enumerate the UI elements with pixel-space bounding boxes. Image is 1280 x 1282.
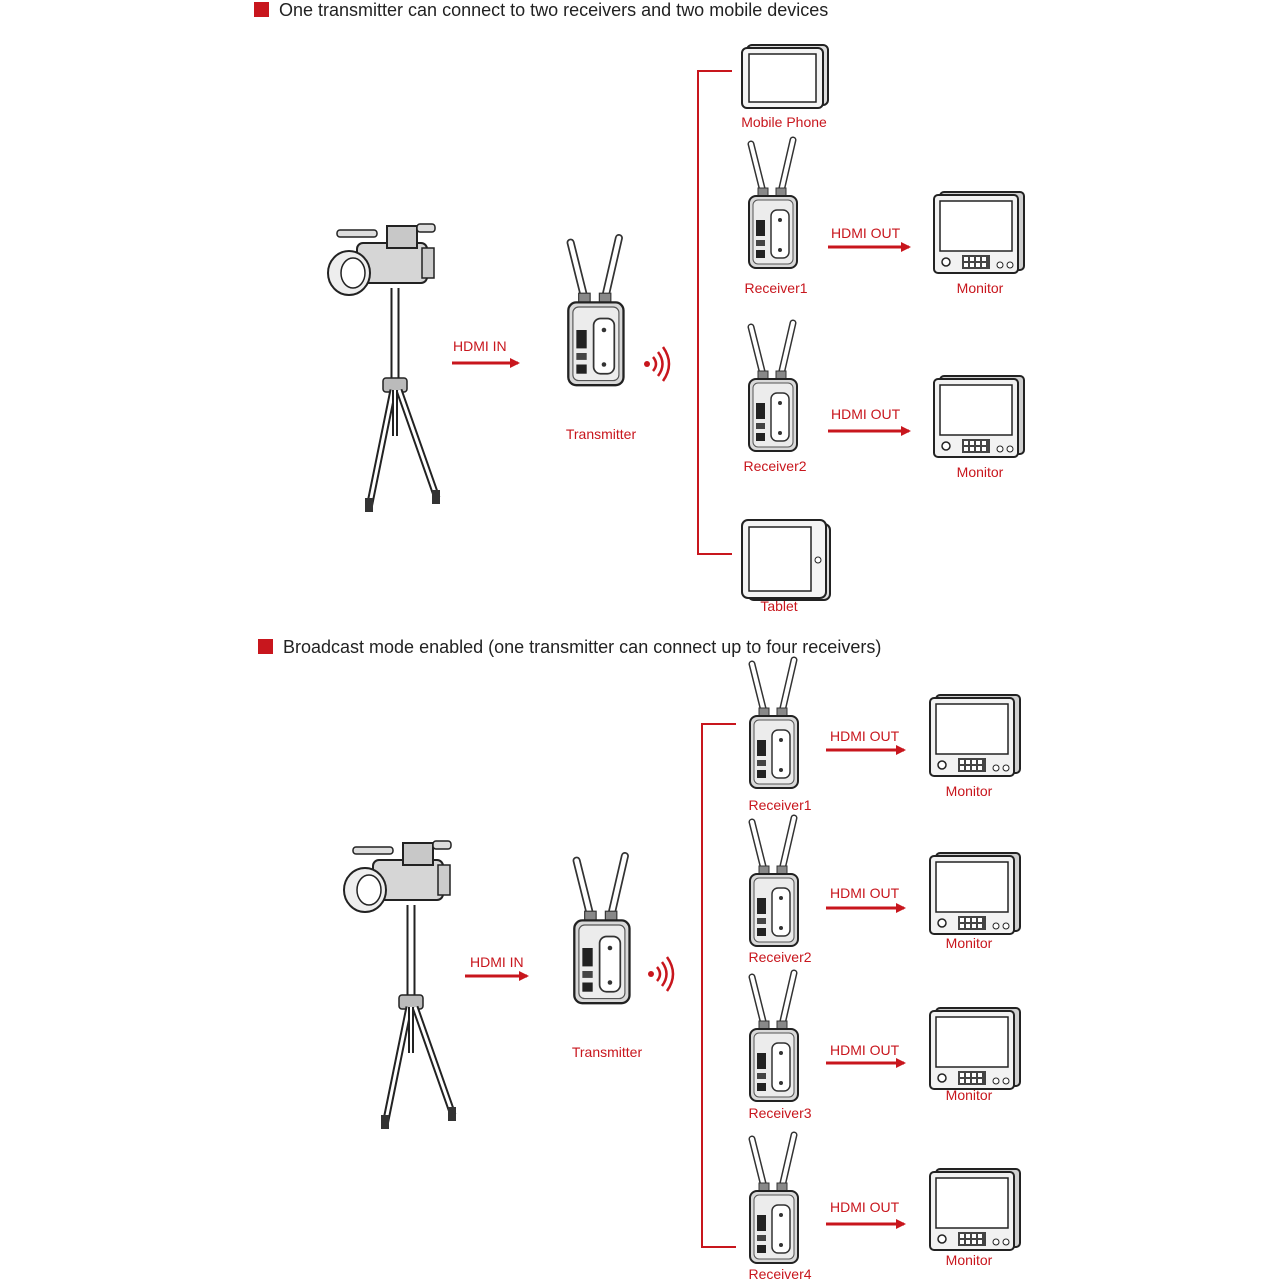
hdmi-out-label-s2-r2: HDMI OUT [830,885,900,901]
hdmi-out-label-s1-r1: HDMI OUT [831,225,901,241]
receiver3-label-s2: Receiver3 [748,1105,812,1121]
monitor-s2-r1 [930,695,1020,776]
monitor-label-s2-r3: Monitor [945,1087,993,1103]
bracket-2 [702,724,736,1247]
mobile-phone-label: Mobile Phone [741,114,827,130]
camera-rig-2 [344,841,456,1129]
monitor-label-s2-r1: Monitor [945,783,993,799]
monitor-s1-r2 [934,376,1024,457]
receiver3-device-s2 [750,973,798,1101]
bracket-1 [698,71,732,554]
monitor-s1-r1 [934,192,1024,273]
hdmi-out-label-s1-r2: HDMI OUT [831,406,901,422]
receiver1-device-s1 [749,140,797,268]
hdmi-in-label-1: HDMI IN [453,338,507,354]
receiver4-device-s2 [750,1135,798,1263]
mobile-phone-device [742,45,828,108]
transmitter-label-2: Transmitter [571,1044,643,1060]
hdmi-out-label-s2-r1: HDMI OUT [830,728,900,744]
tablet-device [742,520,830,600]
wireless-waves-1 [644,347,669,381]
hdmi-in-label-2: HDMI IN [470,954,524,970]
transmitter-2 [574,856,629,1003]
monitor-s2-r2 [930,853,1020,934]
monitor-s2-r3 [930,1008,1020,1089]
monitor-label-s2-r2: Monitor [945,935,993,951]
section2-heading-text: Broadcast mode enabled (one transmitter can connect up to four receivers) [283,637,882,657]
section1-heading [254,0,828,21]
transmitter-1 [568,238,623,385]
tablet-label: Tablet [760,598,798,614]
heading-marker [254,2,269,17]
receiver2-label-s2: Receiver2 [748,949,812,965]
camera-rig-1 [328,224,440,512]
receiver2-label-s1: Receiver2 [743,458,807,474]
monitor-label-s1-r2: Monitor [956,464,1004,480]
wireless-waves-2 [648,957,673,991]
monitor-s2-r4 [930,1169,1020,1250]
section2-heading [258,637,881,658]
receiver4-label-s2: Receiver4 [748,1266,812,1282]
heading-marker [258,639,273,654]
monitor-label-s1-r1: Monitor [956,280,1004,296]
section1-heading-text: One transmitter can connect to two receivers and two mobile devices [279,0,829,20]
receiver1-device-s2 [750,660,798,788]
monitor-label-s2-r4: Monitor [945,1252,993,1268]
receiver1-label-s2: Receiver1 [748,797,812,813]
hdmi-out-label-s2-r3: HDMI OUT [830,1042,900,1058]
transmitter-label-1: Transmitter [565,426,637,442]
receiver2-device-s2 [750,818,798,946]
receiver1-label-s1: Receiver1 [744,280,808,296]
hdmi-out-label-s2-r4: HDMI OUT [830,1199,900,1215]
receiver2-device-s1 [749,323,797,451]
